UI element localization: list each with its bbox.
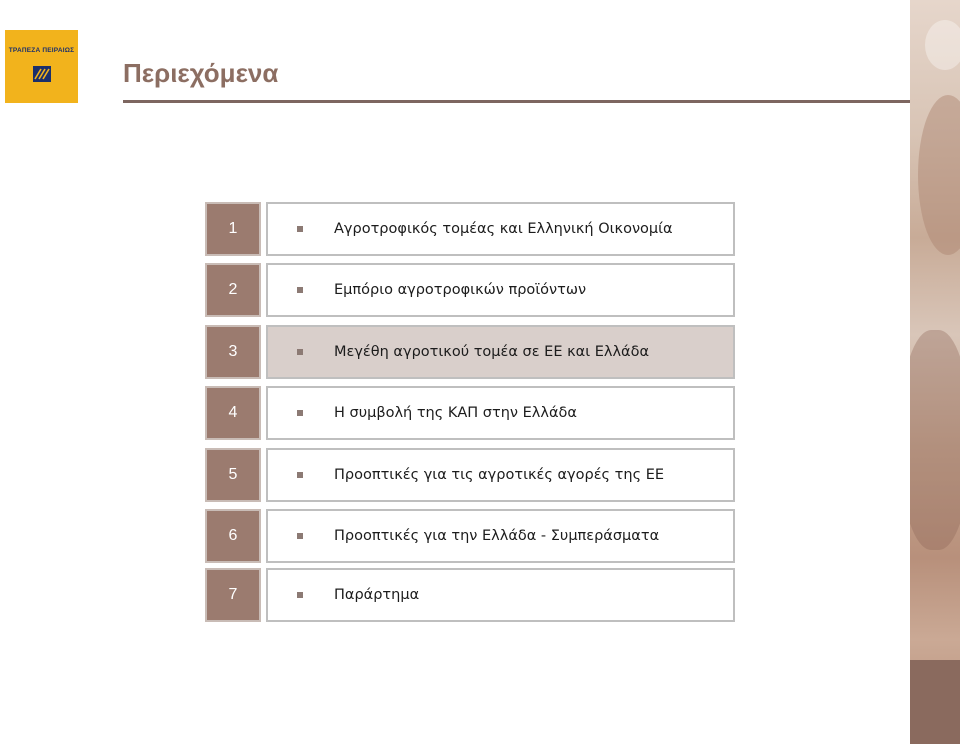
decorative-side-footer xyxy=(910,660,960,744)
toc-item-1 xyxy=(205,202,737,256)
bullet-icon xyxy=(297,410,303,416)
bullet-icon xyxy=(297,226,303,232)
toc-item-2 xyxy=(205,263,737,317)
toc-item-label: Προοπτικές για την Ελλάδα - Συμπεράσματα xyxy=(334,528,660,544)
toc-item-6 xyxy=(205,509,737,563)
toc-item-label: Προοπτικές για τις αγροτικές αγορές της ΕΕ xyxy=(334,467,665,483)
toc-item-5 xyxy=(205,448,737,502)
title-divider xyxy=(123,100,913,103)
bank-logo xyxy=(5,30,78,103)
toc-item-3 xyxy=(205,325,737,379)
bullet-icon xyxy=(297,533,303,539)
toc-item-label: Εμπόριο αγροτροφικών προϊόντων xyxy=(334,282,587,298)
toc-item-label: Αγροτροφικός τομέας και Ελληνική Οικονομία xyxy=(334,221,673,237)
bullet-icon xyxy=(297,592,303,598)
toc-item-4 xyxy=(205,386,737,440)
toc-item-box xyxy=(266,386,735,440)
toc-item-number: 5 xyxy=(205,448,261,502)
toc-item-box xyxy=(266,202,735,256)
toc-item-number: 1 xyxy=(205,202,261,256)
toc-item-number: 3 xyxy=(205,325,261,379)
toc-item-box xyxy=(266,509,735,563)
toc-item-number: 6 xyxy=(205,509,261,563)
decorative-side-panel xyxy=(910,0,960,744)
toc-item-number: 4 xyxy=(205,386,261,440)
toc-item-box xyxy=(266,263,735,317)
logo-text: ΤΡΑΠΕΖΑ ΠΕΙΡΑΙΩΣ xyxy=(8,47,75,54)
toc-item-label: Μεγέθη αγροτικού τομέα σε ΕΕ και Ελλάδα xyxy=(334,344,650,360)
toc-item-7 xyxy=(205,568,737,622)
bullet-icon xyxy=(297,287,303,293)
toc-item-box xyxy=(266,568,735,622)
toc-item-label: Παράρτημα xyxy=(334,587,420,603)
toc-item-number: 2 xyxy=(205,263,261,317)
logo-mark-icon xyxy=(33,66,51,82)
page-title: Περιεχόμενα xyxy=(123,58,279,88)
toc-item-label: Η συμβολή της ΚΑΠ στην Ελλάδα xyxy=(334,405,577,421)
toc-item-box xyxy=(266,448,735,502)
toc-item-number: 7 xyxy=(205,568,261,622)
bullet-icon xyxy=(297,472,303,478)
toc-item-box-active xyxy=(266,325,735,379)
bullet-icon xyxy=(297,349,303,355)
